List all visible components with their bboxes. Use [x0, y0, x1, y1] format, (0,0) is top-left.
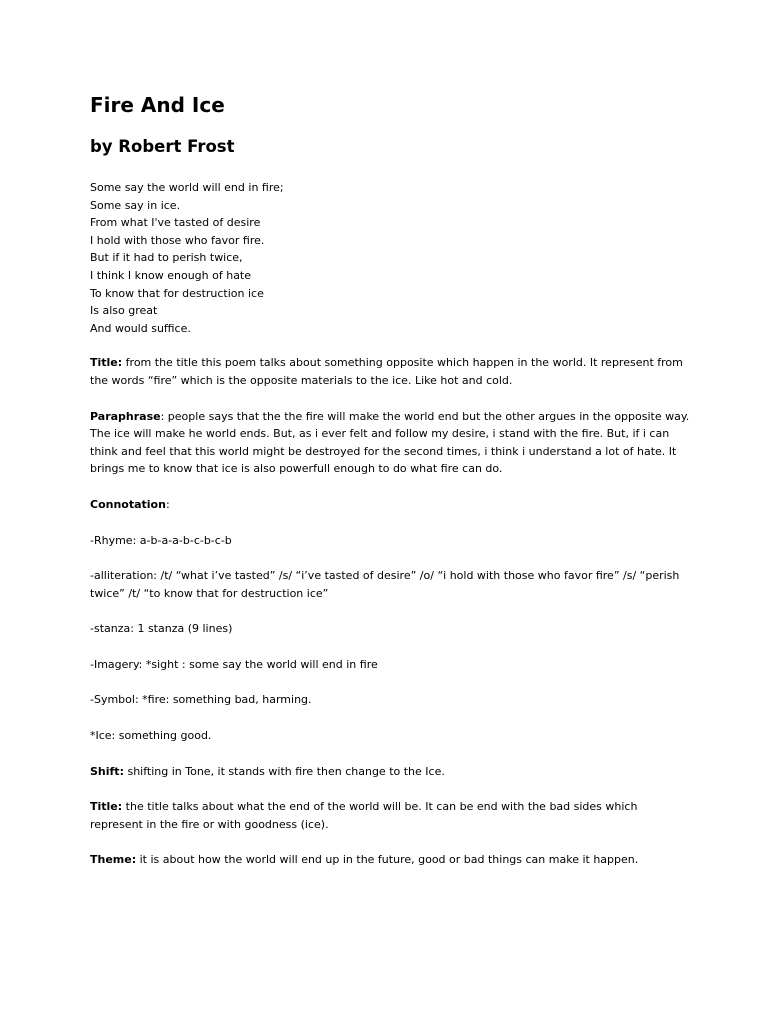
- poem-line: I hold with those who favor fire.: [90, 233, 265, 247]
- poem-text: [90, 179, 690, 337]
- poem-line: And would suffice.: [90, 321, 191, 335]
- poem-line: Is also great: [90, 304, 158, 318]
- ice-symbol-paragraph: *Ice: something good.: [90, 729, 212, 743]
- document-page: [90, 92, 690, 869]
- title-label: Title:: [90, 356, 123, 370]
- alliteration-paragraph: -alliteration: /t/ “what i’ve tasted” /s/ “i’ve tasted of desire” /o/ “i hold with those who favor fire” /s/ “perish twice” /t/ “to know that for destruction ice”: [90, 569, 680, 600]
- document-title: Fire And Ice: [90, 93, 225, 117]
- poem-line: Some say in ice.: [90, 198, 181, 212]
- title-end-text: the title talks about what the end of the world will be. It can be end with the bad sides which represent in the fire or with goodness (ice).: [90, 800, 638, 831]
- paraphrase-label: Paraphrase: [90, 409, 161, 423]
- paraphrase-text: : people says that the the fire will make the world end but the other argues in the opposite way. The ice will make he world ends. But, as i ever felt and follow my desire, i stand with the fire. But, if i can think and feel that this world might be destroyed for the second times, i think i understand a lot of hate. It brings me to know that ice is also powerfull enough to do what fire can do.: [90, 409, 690, 476]
- document-author: by Robert Frost: [90, 137, 235, 156]
- connotation-colon: :: [165, 497, 170, 511]
- rhyme-paragraph: -Rhyme: a-b-a-a-b-c-b-c-b: [90, 533, 232, 547]
- connotation-heading: [90, 496, 690, 514]
- poem-line: To know that for destruction ice: [90, 286, 264, 300]
- stanza-paragraph: -stanza: 1 stanza (9 lines): [90, 622, 233, 636]
- paraphrase-paragraph: [90, 408, 690, 478]
- shift-label: Shift:: [90, 764, 124, 778]
- poem-line: Some say the world will end in fire;: [90, 181, 284, 194]
- connotation-label: Connotation: [90, 497, 166, 511]
- imagery-paragraph: -Imagery: *sight : some say the world will end in fire: [90, 657, 378, 671]
- theme-label: Theme:: [90, 853, 137, 867]
- title-analysis-text: from the title this poem talks about something opposite which happen in the world. It represent from the words “fire” which is the opposite materials to the ice. Like hot and cold.: [90, 356, 683, 387]
- theme-paragraph: [90, 851, 690, 869]
- title-end-paragraph: [90, 798, 690, 833]
- poem-line: I think I know enough of hate: [90, 268, 252, 282]
- poem-line: But if it had to perish twice,: [90, 251, 243, 265]
- title-analysis-paragraph: [90, 354, 690, 389]
- symbol-paragraph: -Symbol: *fire: something bad, harming.: [90, 693, 312, 707]
- theme-text: it is about how the world will end up in the future, good or bad things can make it happen.: [136, 853, 639, 867]
- shift-text: shifting in Tone, it stands with fire then change to the Ice.: [123, 764, 445, 778]
- shift-paragraph: [90, 763, 690, 781]
- poem-line: From what I've tasted of desire: [90, 216, 261, 230]
- title-end-label: Title:: [90, 800, 123, 814]
